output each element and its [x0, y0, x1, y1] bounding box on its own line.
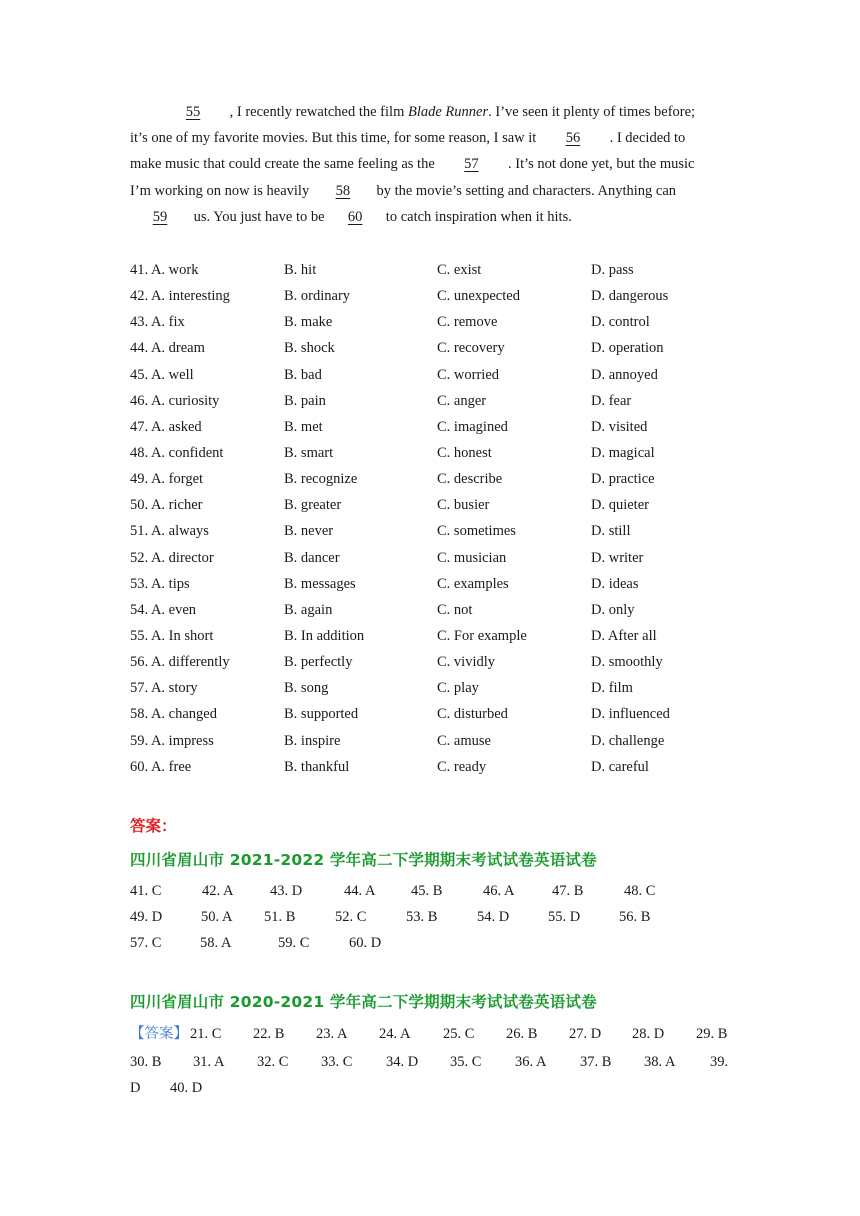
answer-item: 21. C	[190, 1026, 222, 1042]
option-b: B. bad	[284, 366, 322, 383]
answer-item: 39.	[710, 1054, 729, 1070]
option-b: B. In addition	[284, 627, 365, 644]
blank-57: 57	[464, 156, 479, 173]
answer-item: 58. A	[200, 935, 232, 951]
passage-text: I’m working on now is heavily	[130, 182, 313, 199]
answer-item: 53. B	[406, 909, 438, 925]
option-row	[130, 309, 770, 335]
answer-item: 24. A	[379, 1026, 411, 1042]
option-d: D. practice	[591, 471, 655, 488]
answer-item: 25. C	[443, 1026, 475, 1042]
option-d: D. magical	[591, 444, 655, 461]
option-b: B. hit	[284, 262, 317, 278]
option-c: C. For example	[437, 627, 527, 644]
option-a: 41. A. work	[130, 262, 199, 278]
option-c: C. vividly	[437, 654, 496, 671]
option-c: C. worried	[437, 366, 500, 383]
answer-item: 37. B	[580, 1054, 612, 1070]
option-d: D. annoyed	[591, 366, 658, 383]
option-b: B. pain	[284, 392, 326, 409]
option-c: C. exist	[437, 262, 482, 278]
option-a: 42. A. interesting	[130, 288, 230, 305]
option-b: B. inspire	[284, 732, 341, 749]
answer-item: 46. A	[483, 883, 515, 899]
option-b: B. again	[284, 601, 333, 618]
passage-text: to catch inspiration when it hits.	[382, 208, 572, 225]
option-c: C. unexpected	[437, 288, 520, 305]
option-b: B. supported	[284, 706, 359, 723]
answer-item: 55. D	[548, 909, 581, 925]
option-b: B. recognize	[284, 471, 358, 488]
option-d: D. operation	[591, 340, 664, 357]
passage-text: . I decided to	[605, 130, 686, 147]
option-b: B. smart	[284, 444, 334, 461]
option-c: C. ready	[437, 758, 487, 775]
answer-item: 54. D	[477, 909, 510, 925]
answer-item: 42. A	[202, 883, 234, 899]
passage-text: make music that could create the same feeling as the	[130, 156, 439, 173]
option-b: B. never	[284, 523, 334, 540]
option-a: 54. A. even	[130, 601, 197, 618]
option-c: C. recovery	[437, 340, 505, 357]
option-d: D. quieter	[591, 497, 649, 514]
answer-key-row	[130, 1021, 770, 1047]
option-row	[130, 335, 770, 361]
option-row	[130, 597, 770, 623]
passage-line-1	[130, 99, 732, 125]
answer-item: 33. C	[321, 1054, 353, 1070]
answer-item: 30. B	[130, 1054, 162, 1070]
option-a: 44. A. dream	[130, 340, 205, 357]
option-c: C. busier	[437, 497, 490, 514]
option-d: D. film	[591, 680, 633, 697]
option-d: D. dangerous	[591, 288, 669, 305]
option-a: 57. A. story	[130, 680, 198, 697]
option-b: B. perfectly	[284, 654, 353, 671]
answer-item: 50. A	[201, 909, 233, 925]
option-d: D. After all	[591, 627, 657, 644]
source-title-2020: 四川省眉山市 2020-2021 学年高二下学期期末考试试卷英语试卷	[130, 993, 597, 1011]
option-a: 50. A. richer	[130, 497, 203, 514]
option-row	[130, 728, 770, 754]
answer-item: 59. C	[278, 935, 310, 951]
option-c: C. remove	[437, 314, 498, 331]
answer-item: 43. D	[270, 883, 303, 899]
option-c: C. not	[437, 601, 473, 618]
option-c: C. imagined	[437, 418, 508, 435]
option-row	[130, 649, 770, 675]
option-a: 52. A. director	[130, 549, 214, 566]
option-list	[130, 257, 770, 780]
option-c: C. amuse	[437, 732, 491, 749]
option-d: D. visited	[591, 418, 648, 435]
answer-item: 32. C	[257, 1054, 289, 1070]
answer-item: 36. A	[515, 1054, 547, 1070]
option-d: D. careful	[591, 758, 649, 775]
answer-item: 27. D	[569, 1026, 602, 1042]
option-c: C. disturbed	[437, 706, 508, 723]
option-c: C. honest	[437, 444, 492, 461]
passage-text: . I’ve seen it plenty of times before;	[488, 104, 696, 120]
answer-item: 23. A	[316, 1026, 348, 1042]
option-row	[130, 440, 770, 466]
answer-item: 45. B	[411, 883, 443, 899]
answer-item: 44. A	[344, 883, 376, 899]
passage-line-2	[130, 125, 732, 151]
answer-item: 38. A	[644, 1054, 676, 1070]
option-d: D. challenge	[591, 732, 665, 749]
option-c: C. musician	[437, 549, 507, 566]
option-d: D. smoothly	[591, 654, 663, 671]
answer-item: 28. D	[632, 1026, 665, 1042]
answer-item: 41. C	[130, 883, 162, 899]
passage-text: by the movie’s setting and characters. Anything can	[372, 182, 677, 199]
option-a: 51. A. always	[130, 523, 209, 540]
answer-item: 29. B	[696, 1026, 728, 1042]
option-a: 49. A. forget	[130, 471, 204, 488]
source-title-2021: 四川省眉山市 2021-2022 学年高二下学期期末考试试卷英语试卷	[130, 851, 597, 869]
option-d: D. control	[591, 314, 650, 331]
option-b: B. shock	[284, 340, 335, 357]
answer-key-row	[130, 930, 770, 956]
answer-item: 51. B	[264, 909, 296, 925]
option-a: 48. A. confident	[130, 444, 224, 461]
option-d: D. ideas	[591, 575, 639, 592]
answer-item: 40. D	[170, 1080, 203, 1096]
option-a: 60. A. free	[130, 758, 192, 775]
option-d: D. still	[591, 523, 631, 540]
answer-item: 35. C	[450, 1054, 482, 1070]
answer-tag: 【答案】	[130, 1026, 188, 1042]
blank-55: 55	[185, 104, 201, 120]
option-a: 46. A. curiosity	[130, 392, 220, 409]
option-row	[130, 675, 770, 701]
option-row	[130, 571, 770, 597]
option-row	[130, 518, 770, 544]
option-b: B. dancer	[284, 549, 340, 566]
option-a: 56. A. differently	[130, 654, 230, 671]
option-b: B. song	[284, 680, 329, 697]
option-a: 59. A. impress	[130, 732, 214, 749]
option-row	[130, 466, 770, 492]
film-title: Blade Runner	[407, 104, 489, 120]
option-row	[130, 492, 770, 518]
option-b: B. met	[284, 418, 323, 435]
passage-text: , I recently rewatched the film	[226, 104, 408, 120]
answer-item: 60. D	[349, 935, 382, 951]
option-a: 53. A. tips	[130, 575, 190, 592]
cloze-passage	[130, 99, 732, 230]
option-d: D. pass	[591, 262, 634, 278]
option-c: C. examples	[437, 575, 509, 592]
option-row	[130, 623, 770, 649]
option-c: C. play	[437, 680, 479, 697]
option-b: B. thankful	[284, 758, 350, 775]
passage-text: us. You just have to be	[190, 208, 329, 225]
blank-56: 56	[565, 130, 581, 147]
answer-item: 57. C	[130, 935, 162, 951]
answer-item: 26. B	[506, 1026, 538, 1042]
option-a: 45. A. well	[130, 366, 194, 383]
option-a: 43. A. fix	[130, 314, 185, 331]
option-d: D. only	[591, 601, 635, 618]
option-c: C. sometimes	[437, 523, 516, 540]
option-b: B. messages	[284, 575, 356, 592]
answer-key-row	[130, 1075, 770, 1101]
option-a: 55. A. In short	[130, 627, 214, 644]
blank-60: 60	[347, 208, 363, 225]
option-row	[130, 388, 770, 414]
blank-59: 59	[152, 208, 168, 225]
answer-item: 22. B	[253, 1026, 285, 1042]
answer-item: 34. D	[386, 1054, 419, 1070]
passage-line-3	[130, 151, 732, 177]
option-row	[130, 701, 770, 727]
option-row	[130, 257, 770, 283]
option-b: B. ordinary	[284, 288, 351, 305]
answer-item: 48. C	[624, 883, 656, 899]
answer-item: 56. B	[619, 909, 651, 925]
answer-key-row	[130, 1049, 770, 1075]
option-row	[130, 362, 770, 388]
option-row	[130, 414, 770, 440]
answer-heading: 答案：	[130, 817, 177, 835]
option-c: C. anger	[437, 392, 487, 409]
passage-text: it’s one of my favorite movies. But this time, for some reason, I saw it	[130, 130, 540, 147]
answer-item: 52. C	[335, 909, 367, 925]
option-c: C. describe	[437, 471, 503, 488]
option-a: 47. A. asked	[130, 418, 202, 435]
option-a: 58. A. changed	[130, 706, 217, 723]
passage-text: . It’s not done yet, but the music	[504, 156, 695, 173]
answer-key-row	[130, 878, 770, 904]
answer-item: 31. A	[193, 1054, 225, 1070]
answer-key-row	[130, 904, 770, 930]
option-d: D. influenced	[591, 706, 670, 723]
option-b: B. make	[284, 314, 333, 331]
option-d: D. writer	[591, 549, 644, 566]
answer-item: 49. D	[130, 909, 163, 925]
option-b: B. greater	[284, 497, 342, 514]
answer-item: D	[130, 1080, 141, 1096]
blank-58: 58	[335, 182, 351, 199]
option-row	[130, 283, 770, 309]
passage-line-5	[130, 204, 732, 230]
option-row	[130, 754, 770, 780]
option-row	[130, 545, 770, 571]
option-d: D. fear	[591, 392, 632, 409]
answer-item: 47. B	[552, 883, 584, 899]
passage-line-4	[130, 178, 732, 204]
